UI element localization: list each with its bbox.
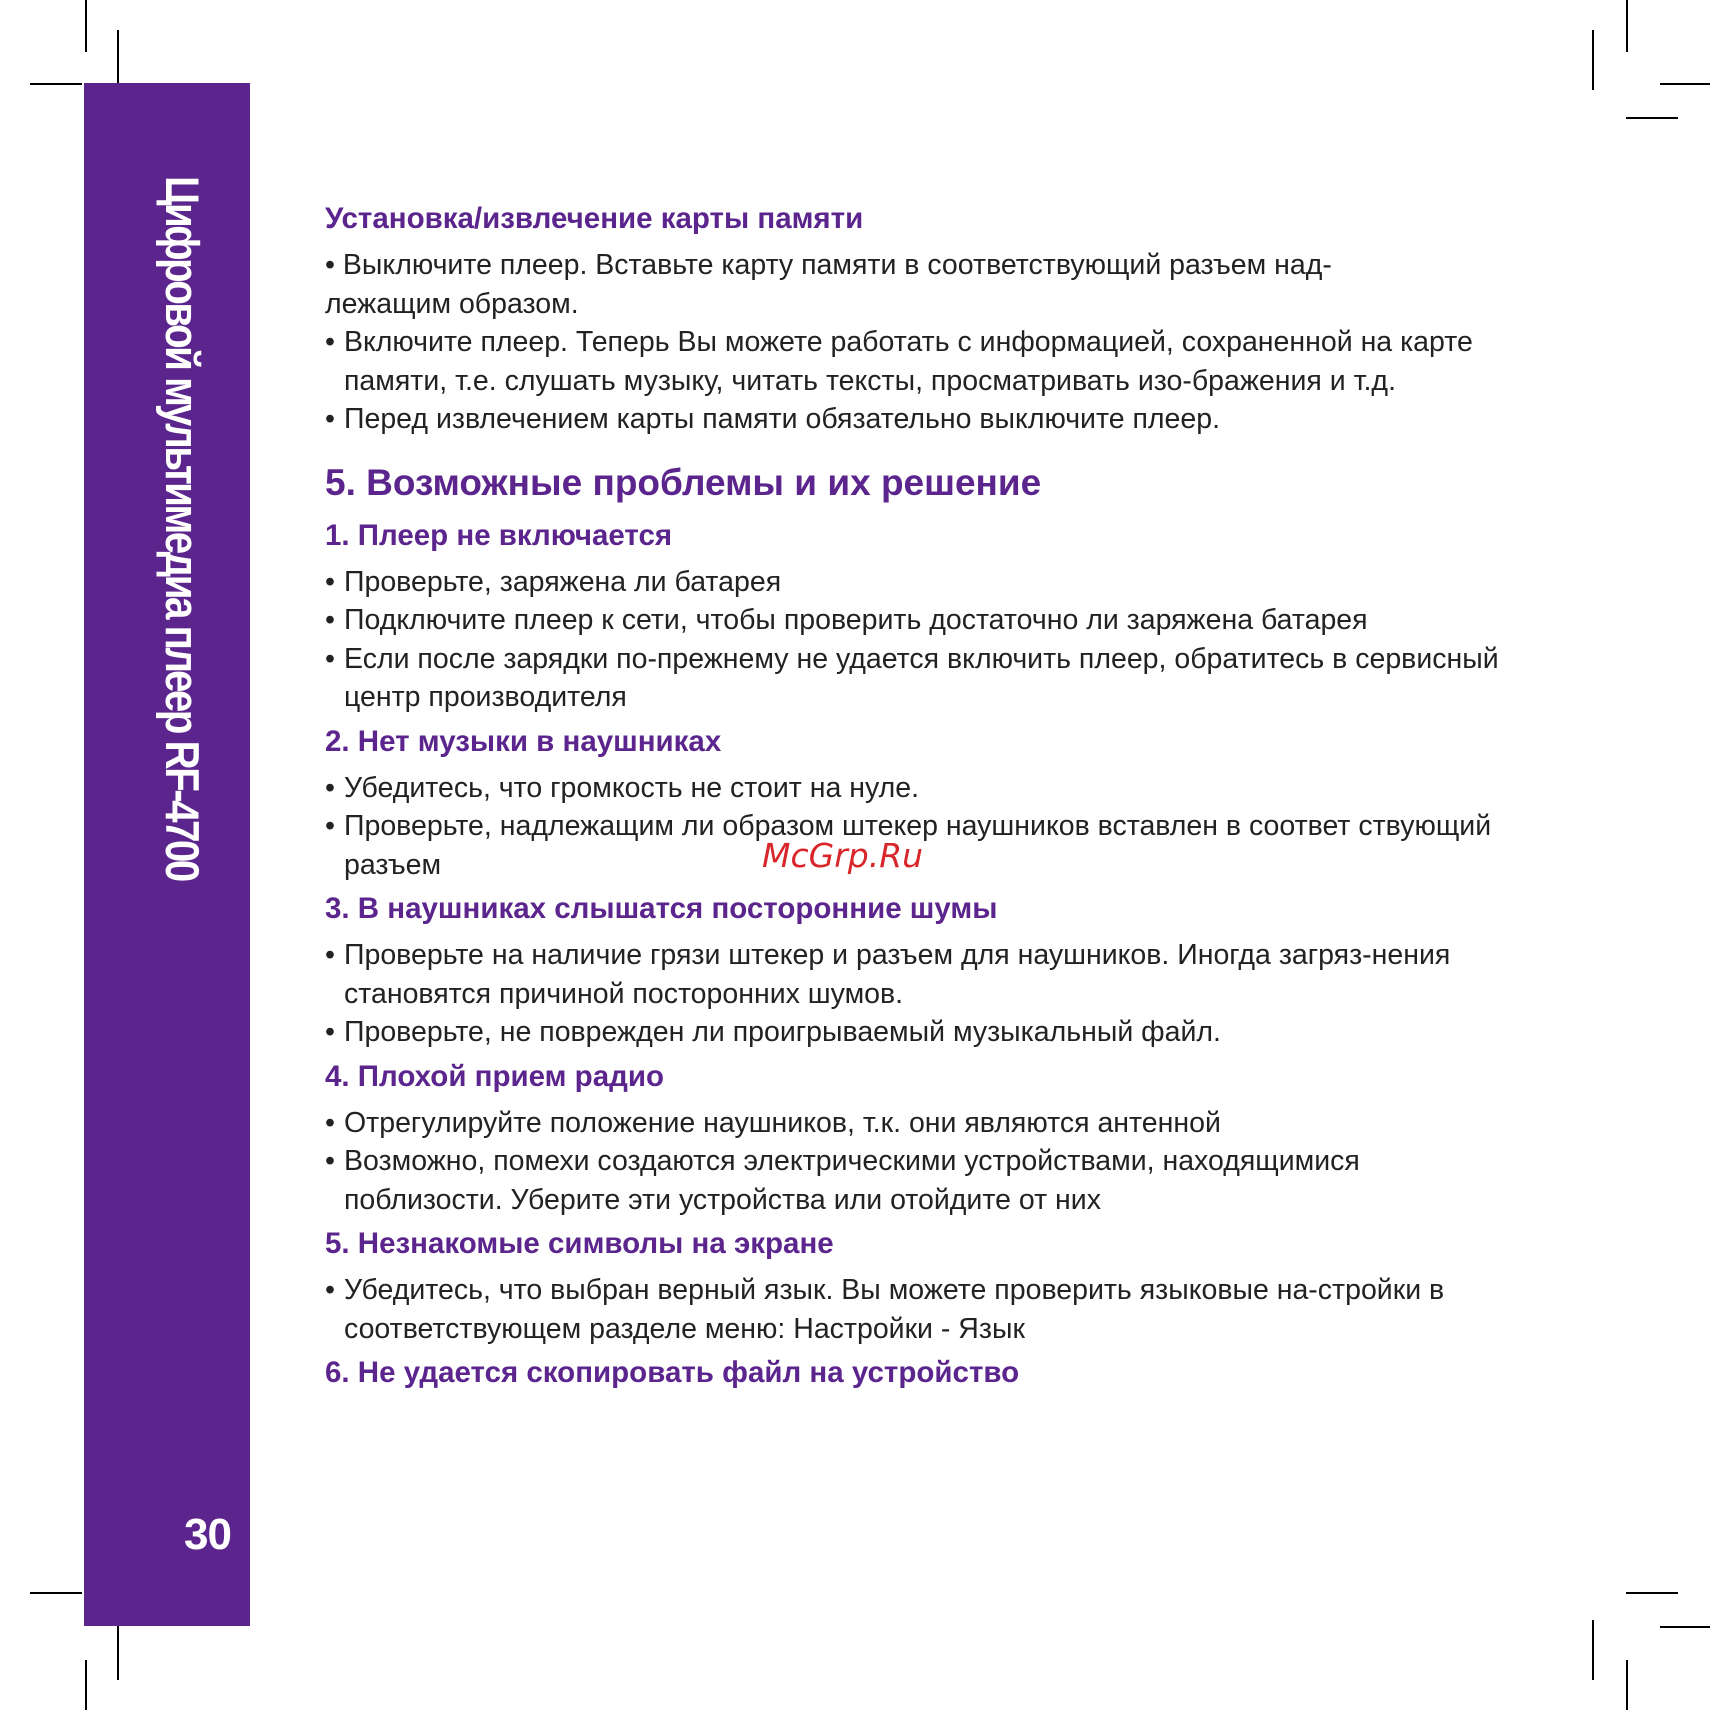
- list-item: • Убедитесь, что громкость не стоит на нуле.: [325, 769, 1505, 808]
- problem-list: [325, 1271, 1505, 1348]
- list-item: • Включите плеер. Теперь Вы можете работать с информацией, сохраненной на карте памяти, т.е. слушать музыку, читать тексты, просматривать изо-бражения и т.д.: [325, 323, 1505, 400]
- bullet-icon: •: [325, 1106, 335, 1139]
- problem-heading: 5. Незнакомые символы на экране: [325, 1227, 834, 1260]
- bullet-icon: •: [325, 642, 335, 675]
- crop-mark: [1626, 1592, 1678, 1594]
- bullet-icon: •: [325, 1016, 335, 1048]
- product-title: Цифровой мультимедиа плеер RF-4700: [156, 176, 209, 880]
- problem-heading: 1. Плеер не включается: [325, 518, 673, 552]
- list-item: • Отрегулируйте положение наушников, т.к. они являются антенной: [325, 1104, 1505, 1143]
- memory-card-list: [325, 246, 1505, 439]
- page-number: 30: [184, 1510, 231, 1559]
- list-item: • Проверьте, надлежащим ли образом штекер наушников вставлен в соответ ствующий разъем: [325, 807, 1505, 884]
- crop-mark: [117, 30, 119, 90]
- crop-mark: [117, 1620, 119, 1680]
- bullet-icon: •: [325, 771, 335, 804]
- bullet-icon: •: [325, 565, 335, 598]
- bullet-icon: •: [325, 939, 335, 971]
- crop-mark: [85, 0, 87, 52]
- section-heading: 5. Возможные проблемы и их решение: [325, 461, 1042, 503]
- crop-mark: [1592, 1620, 1594, 1680]
- list-item: • Выключите плеер. Вставьте карту памяти в соответствующий разъем над- лежащим образом.: [325, 249, 1332, 320]
- crop-mark: [1660, 1626, 1710, 1628]
- bullet-icon: •: [325, 403, 335, 435]
- problem-list: [325, 936, 1505, 1052]
- bullet-icon: •: [325, 326, 335, 358]
- problem-heading: 3. В наушниках слышатся посторонние шумы: [325, 892, 998, 925]
- list-item: • Если после зарядки по-прежнему не удается включить плеер, обратитесь в сервисный центр производителя: [325, 640, 1505, 717]
- bullet-icon: •: [325, 810, 335, 842]
- crop-mark: [1592, 30, 1594, 90]
- problem-list: [325, 1104, 1505, 1220]
- list-item: • Проверьте, заряжена ли батарея: [325, 563, 1505, 602]
- problem-heading: 2. Нет музыки в наушниках: [325, 724, 722, 758]
- watermark: McGrp.Ru: [762, 836, 924, 875]
- problem-heading: 6. Не удается скопировать файл на устройство: [325, 1356, 1020, 1389]
- crop-mark: [1626, 117, 1678, 119]
- crop-mark: [30, 83, 82, 85]
- list-item: • Перед извлечением карты памяти обязательно выключите плеер.: [325, 400, 1505, 439]
- bullet-icon: •: [325, 1145, 335, 1177]
- list-item: • Убедитесь, что выбран верный язык. Вы можете проверить языковые на-стройки в соответствующем разделе меню: Настройки - Язык: [325, 1271, 1505, 1348]
- list-item: • Проверьте на наличие грязи штекер и разъем для наушников. Иногда загряз-нения становятся причиной посторонних шумов.: [325, 936, 1505, 1013]
- bullet-icon: •: [325, 1274, 335, 1306]
- crop-mark: [1660, 83, 1710, 85]
- bullet-icon: •: [325, 249, 343, 281]
- list-item: • Возможно, помехи создаются электрическими устройствами, находящимися поблизости. Уберите эти устройства или отойдите от них: [325, 1142, 1505, 1219]
- problem-list: [325, 563, 1505, 717]
- crop-mark: [85, 1660, 87, 1710]
- memory-card-heading: Установка/извлечение карты памяти: [325, 202, 864, 235]
- crop-mark: [30, 1592, 82, 1594]
- problem-heading: 4. Плохой прием радио: [325, 1059, 664, 1093]
- bullet-icon: •: [325, 604, 335, 636]
- crop-mark: [1626, 1660, 1628, 1710]
- crop-mark: [1626, 0, 1628, 52]
- list-item: • Проверьте, не поврежден ли проигрываемый музыкальный файл.: [325, 1013, 1505, 1052]
- list-item: • Подключите плеер к сети, чтобы проверить достаточно ли заряжена батарея: [325, 601, 1505, 640]
- main-content: [325, 200, 1505, 1400]
